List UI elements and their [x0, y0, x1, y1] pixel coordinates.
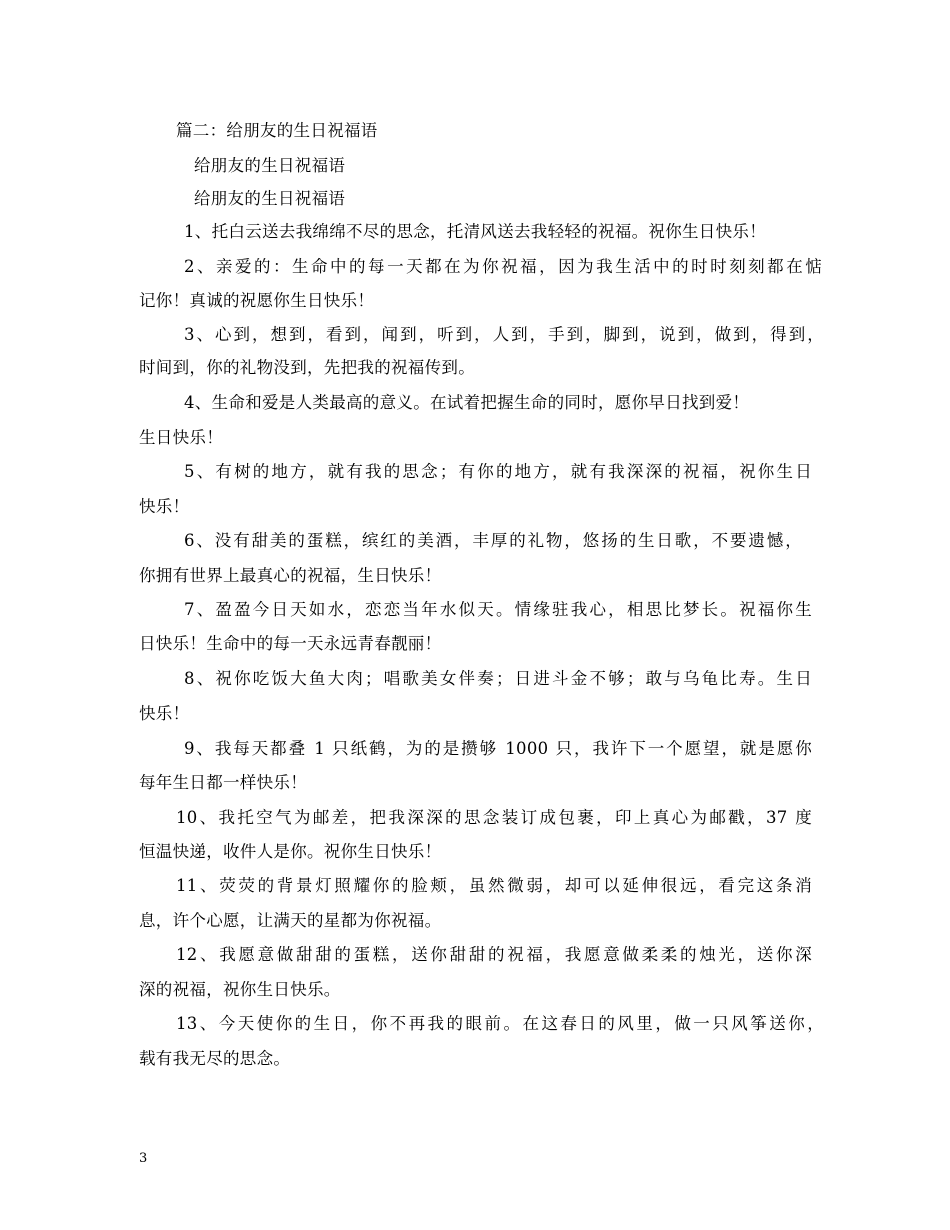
document-title: 给朋友的生日祝福语	[194, 156, 346, 175]
paragraph-line: 2、亲爱的：生命中的每一天都在为你祝福，因为我生活中的时时刻刻都在惦	[184, 257, 822, 276]
paragraph-line: 生日快乐！	[139, 428, 223, 447]
paragraph-line: 10、我托空气为邮差，把我深深的思念装订成包裹，印上真心为邮戳，37 度	[176, 808, 812, 827]
page-number: 3	[139, 1151, 148, 1166]
paragraph-line: 8、祝你吃饭大鱼大肉；唱歌美女伴奏；日进斗金不够；敢与乌龟比寿。生日	[184, 669, 812, 688]
paragraph-line: 6、没有甜美的蛋糕，缤红的美酒，丰厚的礼物，悠扬的生日歌，不要遗憾，	[184, 531, 802, 550]
paragraph-line: 你拥有世界上最真心的祝福，生日快乐！	[139, 566, 442, 585]
paragraph-line: 5、有树的地方，就有我的思念；有你的地方，就有我深深的祝福，祝你生日	[184, 462, 812, 481]
paragraph-line: 每年生日都一样快乐！	[139, 773, 307, 792]
paragraph-line: 3、心到，想到，看到，闻到，听到，人到，手到，脚到，说到，做到，得到，	[184, 325, 824, 344]
paragraph-line: 日快乐！生命中的每一天永远青春靓丽！	[139, 634, 442, 653]
paragraph-line: 恒温快递，收件人是你。祝你生日快乐！	[139, 842, 442, 861]
paragraph-line: 快乐！	[139, 704, 190, 723]
paragraph-line: 4、生命和爱是人类最高的意义。在试着把握生命的同时，愿你早日找到爱！	[184, 393, 750, 412]
paragraph-line: 9、我每天都叠 1 只纸鹤，为的是攒够 1000 只，我许下一个愿望，就是愿你	[184, 739, 812, 758]
paragraph-line: 载有我无尽的思念。	[139, 1049, 291, 1068]
paragraph-line: 快乐！	[139, 497, 190, 516]
paragraph-line: 记你！真诚的祝愿你生日快乐！	[139, 291, 375, 310]
document-subtitle: 给朋友的生日祝福语	[194, 189, 346, 208]
paragraph-line: 12、我愿意做甜甜的蛋糕，送你甜甜的祝福，我愿意做柔柔的烛光，送你深	[176, 945, 812, 964]
paragraph-line: 深的祝福，祝你生日快乐。	[139, 980, 341, 999]
section-heading: 篇二：给朋友的生日祝福语	[176, 121, 378, 140]
paragraph-line: 时间到，你的礼物没到，先把我的祝福传到。	[139, 358, 475, 377]
paragraph-line: 1、托白云送去我绵绵不尽的思念，托清风送去我轻轻的祝福。祝你生日快乐！	[184, 222, 766, 241]
paragraph-line: 息，许个心愿，让满天的星都为你祝福。	[139, 911, 442, 930]
paragraph-line: 13、今天使你的生日，你不再我的眼前。在这春日的风里，做一只风筝送你，	[176, 1014, 824, 1033]
paragraph-line: 11、荧荧的背景灯照耀你的脸颊，虽然微弱，却可以延伸很远，看完这条消	[176, 876, 812, 895]
paragraph-line: 7、盈盈今日天如水，恋恋当年水似天。情缘驻我心，相思比梦长。祝福你生	[184, 600, 812, 619]
